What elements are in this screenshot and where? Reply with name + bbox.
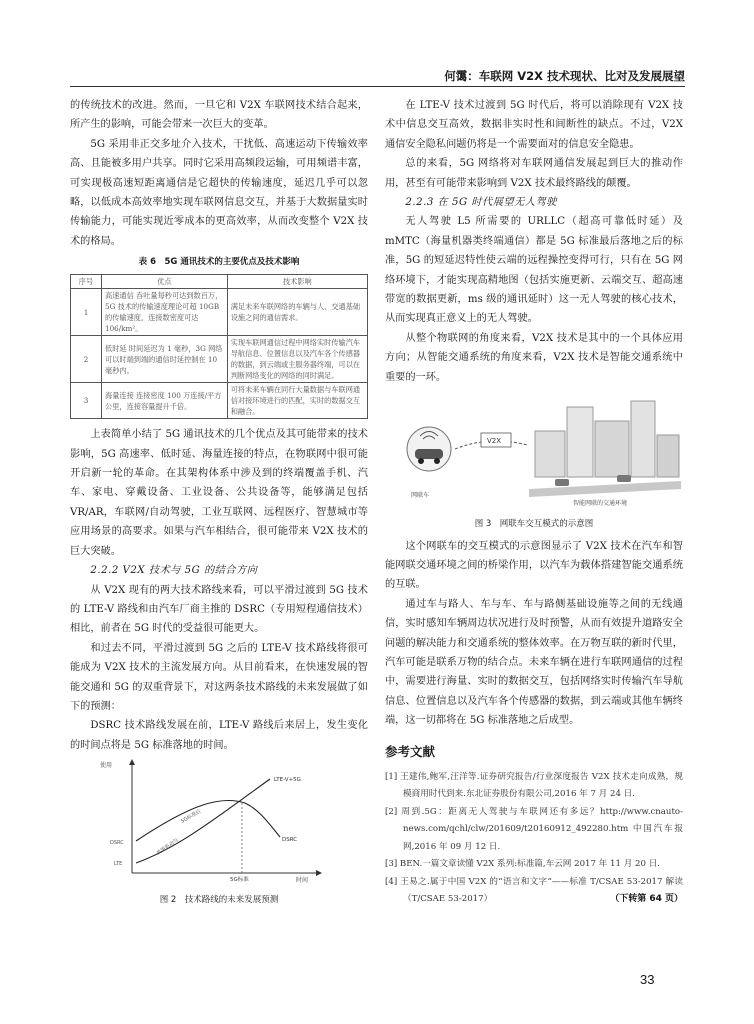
y-axis-arrow <box>129 759 135 765</box>
lte-v-label: LTE-V+5G <box>274 777 301 784</box>
figure-2 <box>70 755 368 906</box>
paragraph: 总的来看，5G 网络将对车联网通信发展起到巨大的推动作用，甚至有可能带来影响到 V2X 技术最终路线的颠覆。 <box>385 158 683 189</box>
x-axis-label: 时间 <box>296 877 309 884</box>
table-caption: 表 6 5G 通讯技术的主要优点及技术影响 <box>138 257 300 268</box>
car-icon <box>415 449 443 459</box>
figure-caption: 图 3 网联车交互模式的示意图 <box>474 518 594 529</box>
references-title: 参考文献 <box>385 743 436 759</box>
paragraph: 的传统技术的改进。然而，一旦它和 V2X 车联网技术结合起来，所产生的影响，可能会带来一次巨大的变革。 <box>70 100 368 131</box>
table-header-cell: 优点 <box>102 275 228 289</box>
road <box>529 481 681 497</box>
table-row <box>71 336 368 383</box>
section-heading: 2.2.3 在 5G 时代展望无人驾驶 <box>405 197 557 209</box>
running-header: 何霭：车联网 V2X 技术现状、比对及发展展望 <box>444 69 685 83</box>
table-header-row <box>71 275 368 289</box>
y-axis-label: 使用 <box>100 762 113 770</box>
x-axis-arrow <box>316 870 322 876</box>
figure-3 <box>385 387 683 530</box>
car-wheel <box>434 458 440 464</box>
reference-text: [4] 王易之.属于中国 V2X 的“语言和文字”——标准 T/CSAE 53-2017 解读（T/CSAE 53-2017） <box>385 876 683 905</box>
reference-item: [3] BEN.一篇文章读懂 V2X 系列:标准篇,车云网 2017 年 11 月 20 日. <box>385 859 661 870</box>
table-cell: 1 <box>71 289 102 336</box>
car-icon <box>617 475 631 482</box>
building <box>631 401 655 477</box>
table-cell: 3 <box>71 383 102 419</box>
right-column <box>385 96 683 909</box>
building <box>595 421 629 477</box>
section-heading: 2.2.2 V2X 技术与 5G 的结合方向 <box>90 565 258 577</box>
v2x-illustration <box>385 387 683 507</box>
table-header-cell: 序号 <box>71 275 102 289</box>
figure-caption: 图 2 技术路线的未来发展预测 <box>159 894 279 905</box>
paragraph: DSRC 技术路线发展在前，LTE-V 路线后来居上，发生变化的时间点将是 5G 标准落地的时间。 <box>70 720 368 751</box>
dsrc-curve <box>136 801 280 842</box>
table-row <box>71 289 368 336</box>
paragraph: 和过去不同，平滑过渡到 5G 之后的 LTE-V 技术路线将很可能成为 V2X 技术的主流发展方向。从目前看来，在快速发展的智能交通和 5G 的双重背景下，对这两条技术路线的未来发展做了如下的预测： <box>70 642 368 712</box>
table-cell: 海量连接 连接密度 100 万连接/平方公里，连接容量提升千倍。 <box>102 383 228 419</box>
y-tick-label: LTE <box>114 861 123 868</box>
car-wheel <box>418 458 424 464</box>
y-tick-label: DSRC <box>110 840 124 847</box>
paragraph: 无人驾驶 L5 所需要的 URLLC（超高可靠低时延）及 mMTC（海量机器类终端通信）都是 5G 标准最后落地之后的标准，5G 的短延迟特性使云端的远程操控变得可行，只有在 5G 网络环境下，才能实现高精地图（包括实施更新、云端交互、超高速带宽的数据更新，ms 级的通讯延时）这一无人驾驶的核心技术，从而实现真正意义上的无人驾驶。 <box>385 216 683 325</box>
table-cell: 实现车联网通信过程中网络实时传输汽车导航信息、位置信息以及汽车各个传感器的数据，到云端或主服务器终端，可以在判断网络变化的网络的同时满足。 <box>227 336 367 383</box>
reference-item: [2] 周到.5G：距离无人驾驶与车联网还有多远？http://www.cnauto-news.com/qchl/clw/201609/t20160912_492280.htm 中国汽车报网,2016 年 09 月 12 日. <box>385 806 683 852</box>
5g-marker-label: 5G标准 <box>230 877 249 884</box>
paragraph: 在 LTE-V 技术过渡到 5G 时代后，将可以消除现有 V2X 技术中信息交互高效，数据非实时性和间断性的缺点。不过，V2X 通信安全隐私问题仍将是一个需要面对的信息安全隐患。 <box>385 100 683 150</box>
table-cell: 高速通信 吞吐量每秒可达到数百万，5G 技术的传输速度理论可超 10GB 的传输速度，连接数密度可达 106/km²。 <box>102 289 228 336</box>
reference-item: [1] 王建伟,鲍军,汪洋等.证券研究报告/行业深度报告 V2X 技术走向成熟，规模商用时代到来.东北证券股份有限公司,2016 年 7 月 24 日. <box>385 771 683 800</box>
paragraph: 上表简单小结了 5G 通讯技术的几个优点及其可能带来的技术影响，5G 高速率、低时延、海量连接的特点，在物联网中很可能开启新一轮的革命。在其架构体系中涉及到的终端覆盖手机、汽车、家电、穿戴设备、工业设备、公共设备等，能够满足包括 VR/AR，车联网/自动驾驶，工业互联网、远程医疗、智慧城市等应用场景的高要求。如果与汽车相结合，很可能带来 V2X 技术的巨大突破。 <box>70 429 368 557</box>
header-rule <box>70 86 685 87</box>
table-cell: 可将未来车辆在同行大量数据与车联网通信对接环境进行的匹配，实时的数据交互和融合。 <box>227 383 367 419</box>
table-cell: 满足未来车联网络的车辆与人、交通基础设施之间的通信需求。 <box>227 289 367 336</box>
page-number: 33 <box>640 972 655 987</box>
paragraph: 从整个物联网的角度来看，V2X 技术是其中的一个具体应用方向；从智能交通系统的角度来看，V2X 技术是智能交通系统中重要的一环。 <box>385 332 683 383</box>
building <box>567 407 593 477</box>
left-column <box>70 96 368 913</box>
paragraph: 5G 采用非正交多址介入技术，干扰低、高速运动下传输效率高、且能被多用户共享。同时它采用高频段运输，可用频谱丰富，可实现极高速短距离通信是它超快的传输速度，延迟几乎可以忽略，以低成本高效率地实现车联网信息交互，并基于大数据量实时传输能力，可能实现近零成本的更高效率，从而改变整个 V2X 技术的格局。 <box>70 138 368 247</box>
table-cell: 2 <box>71 336 102 383</box>
table-row <box>71 383 368 419</box>
table-header-cell: 技术影响 <box>227 275 367 289</box>
building <box>657 435 679 477</box>
continued-note: （下转第 64 页） <box>610 894 683 905</box>
roadmap-diagram <box>70 755 368 883</box>
reference-item <box>385 874 683 909</box>
paragraph: 通过车与路人、车与车、车与路侧基础设施等之间的无线通信，实时感知车辆周边状况进行及时预警，从而有效提升道路安全问题的解决能力和交通系统的整体效率。在万物互联的新时代里，汽车可能是联系万物的结合点。未来车辆在进行车联网通信的过程中，需要进行海量、实时的数据交互，包括网络实时传输汽车导航信息、位置信息以及汽车各个传感器的数据，到云端或其他车辆终端，这一切都将在 5G 标准落地之后成型。 <box>385 598 683 727</box>
dsrc-label: DSRC <box>282 837 298 844</box>
connected-car-label: 网联车 <box>411 492 430 500</box>
table-cell: 低时延 时间延迟为 1 毫秒，3G 网络可以时端到端的通信时延控制在 10 毫秒内。 <box>102 336 228 383</box>
car-icon <box>555 479 569 486</box>
v2x-label: V2X <box>487 437 502 446</box>
paragraph: 这个网联车的交互模式的示意图显示了 V2X 技术在汽车和智能网联交通环境之间的桥梁作用，以汽车为载体搭建智能交通系统的互联。 <box>385 540 683 591</box>
curve-annotation: 5G标准后 <box>180 808 203 825</box>
advantages-table <box>70 274 368 419</box>
traffic-environment-label: 智能网联的交通环境 <box>573 500 628 508</box>
curve-annotation: 政策驱动与 <box>155 837 180 857</box>
building <box>535 431 565 477</box>
paragraph: 从 V2X 现有的两大技术路线来看，可以平滑过渡到 5G 技术的 LTE-V 路线和由汽车厂商主推的 DSRC（专用短程通信技术）相比，前者在 5G 时代的受益很可能更大。 <box>70 584 368 635</box>
